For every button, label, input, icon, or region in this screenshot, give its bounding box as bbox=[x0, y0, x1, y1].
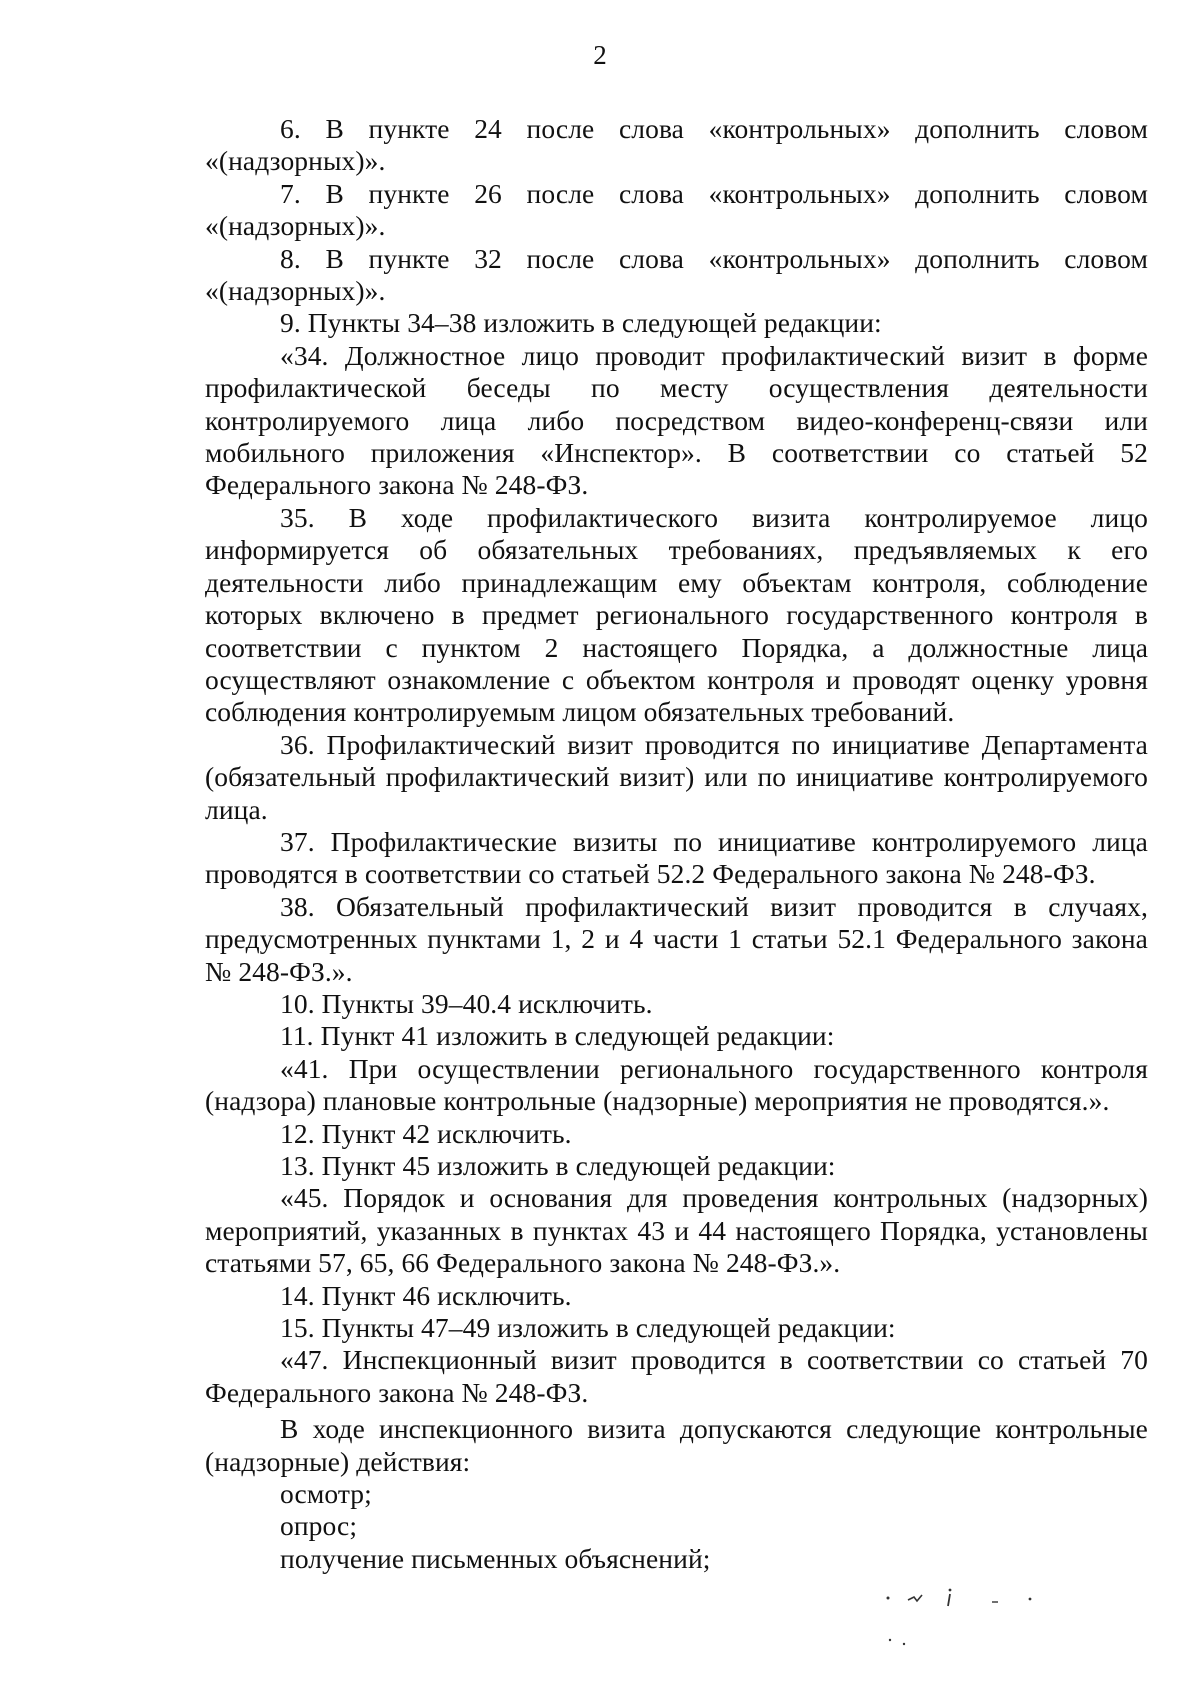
list-item-inspection: осмотр; bbox=[280, 1478, 372, 1510]
paragraph-point-36: 36. Профилактический визит проводится по инициативе Департамента (обязательный профилактический визит) или по инициативе контролируемого лица. bbox=[205, 728, 1148, 825]
paragraph-point-41: «41. При осуществлении регионального государственного контроля (надзора) плановые контрольные (надзорные) мероприятия не проводятся.». bbox=[205, 1052, 1148, 1117]
paragraph-point-35: 35. В ходе профилактического визита контролируемое лицо информируется об обязательных требованиях, предъявляемых к его деятельности либо принадлежащим ему объектам контроля, соблюдение которых включено в предмет регионального государственного контроля в соответствии с пунктом 2 настоящего Порядка, а должностные лица осуществляют ознакомление с объектом контроля и проводят оценку уровня соблюдения контролируемым лицом обязательных требований. bbox=[205, 501, 1148, 728]
paragraph-inspection-actions: В ходе инспекционного визита допускаются следующие контрольные (надзорные) действия: bbox=[205, 1413, 1148, 1477]
paragraph-point-45: «45. Порядок и основания для проведения контрольных (надзорных) мероприятий, указанных в пунктах 43 и 44 настоящего Порядка, установлены статьями 57, 65, 66 Федерального закона № 248-ФЗ.». bbox=[205, 1182, 1148, 1279]
list-item-written-explanations: получение письменных объяснений; bbox=[280, 1542, 711, 1574]
paragraph-point-34: «34. Должностное лицо проводит профилактический визит в форме профилактической беседы по месту осуществления деятельности контролируемого лица либо посредством видео-конференц-связи или мобильного приложения «Инспектор». В соответствии со статьей 52 Федерального закона № 248-ФЗ. bbox=[205, 339, 1148, 501]
scan-noise-marks bbox=[880, 1580, 1080, 1650]
paragraph-point-47: «47. Инспекционный визит проводится в соответствии со статьей 70 Федерального закона № 248-ФЗ. bbox=[205, 1344, 1148, 1408]
document-body bbox=[205, 113, 1148, 1575]
paragraph-item-14: 14. Пункт 46 исключить. bbox=[280, 1279, 572, 1311]
paragraph-item-6: 6. В пункте 24 после слова «контрольных» дополнить словом «(надзорных)». bbox=[205, 113, 1148, 177]
list-item-survey: опрос; bbox=[280, 1510, 358, 1542]
paragraph-item-8: 8. В пункте 32 после слова «контрольных» дополнить словом «(надзорных)». bbox=[205, 242, 1148, 307]
paragraph-item-15: 15. Пункты 47–49 изложить в следующей редакции: bbox=[280, 1312, 896, 1344]
paragraph-point-38: 38. Обязательный профилактический визит проводится в случаях, предусмотренных пунктами 1, 2 и 4 части 1 статьи 52.1 Федерального закона № 248-ФЗ.». bbox=[205, 890, 1148, 987]
paragraph-item-7: 7. В пункте 26 после слова «контрольных» дополнить словом «(надзорных)». bbox=[205, 177, 1148, 242]
paragraph-item-12: 12. Пункт 42 исключить. bbox=[280, 1117, 572, 1149]
page-number: 2 bbox=[593, 40, 607, 70]
paragraph-item-11: 11. Пункт 41 изложить в следующей редакции: bbox=[280, 1020, 835, 1052]
paragraph-item-13: 13. Пункт 45 изложить в следующей редакции: bbox=[280, 1150, 836, 1181]
paragraph-item-9: 9. Пункты 34–38 изложить в следующей редакции: bbox=[280, 307, 882, 339]
paragraph-item-10: 10. Пункты 39–40.4 исключить. bbox=[280, 987, 653, 1019]
paragraph-point-37: 37. Профилактические визиты по инициативе контролируемого лица проводятся в соответствии со статьей 52.2 Федерального закона № 248-ФЗ. bbox=[205, 825, 1148, 890]
